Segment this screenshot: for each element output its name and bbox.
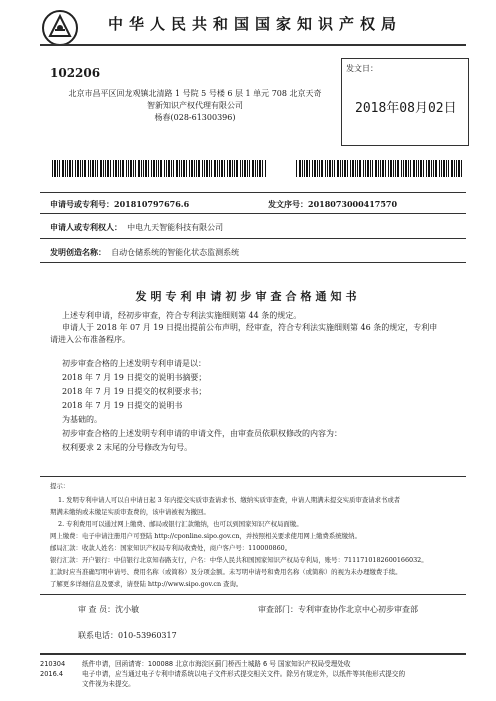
barcode-left	[52, 160, 268, 177]
address-line-3: 杨春(028-61300396)	[154, 113, 236, 122]
department-name: 专利审查协作北京中心初步审查部	[298, 605, 418, 614]
body-paragraph-2a: 申请人于 2018 年 07 月 19 日提出提前公布声明，经审查，符合专利法实施细则第 46 条的规定，专利申	[62, 323, 438, 332]
form-code: 210304	[40, 660, 66, 668]
form-version: 2016.4	[40, 670, 64, 678]
body-paragraph-3: 初步审查合格的上述发明专利申请是以：	[62, 359, 206, 368]
note-2: 2. 专利费用可以通过网上缴费、邮局或银行汇款缴纳，也可以到国家知识产权局面缴。	[58, 520, 303, 528]
document-item-3: 2018 年 7 月 19 日提交的说明书	[62, 401, 183, 410]
note-1b: 期满未缴纳或未缴足实质审查费的，该申请被视为撤回。	[50, 508, 210, 516]
note-4: 邮局汇款：收款人姓名：国家知识产权局专利局收费处，商户客户号：110000860。	[50, 544, 292, 552]
rule-6	[40, 594, 466, 595]
body-paragraph-4: 初步审查合格的上述发明专利申请的申请文件，由审查员依职权修改的内容为：	[62, 429, 342, 438]
postcode: 102206	[50, 66, 101, 80]
invention-title: 自动仓储系统的智能化状态监测系统	[111, 248, 240, 257]
note-3: 网上缴费：电子申请注册用户可登陆 http://cponline.sipo.gov.cn，并按照相关要求使用网上缴费系统缴纳。	[50, 532, 361, 540]
barcode-right	[296, 160, 466, 177]
send-date: 2018年08月02日	[355, 101, 457, 116]
document-number: 2018073000417570	[308, 199, 398, 209]
phone-number: 010-53960317	[118, 631, 177, 640]
rule-3	[40, 238, 466, 239]
note-5: 银行汇款：开户银行：中信银行北京知春路支行，户名：中华人民共和国国家知识产权局专利局，账号：7111710182600166032。	[50, 556, 428, 564]
note-6: 汇款时应当准确写明申请号、费用名称（或简称）及分项金额。未写明申请号和费用名称（或简称）的视为未办理缴费手续。	[50, 568, 402, 576]
document-number-label: 发文序号：	[268, 199, 308, 209]
applicant-row	[50, 222, 223, 233]
examiner-label: 审 查 员：	[78, 605, 116, 614]
body-paragraph-2b: 请进入公布准备程序。	[50, 335, 130, 344]
examiner-row	[78, 604, 139, 617]
phone-label: 联系电话：	[78, 631, 118, 640]
application-number-label: 申请号或专利号：	[50, 199, 114, 209]
phone-row	[78, 630, 177, 643]
send-date-label: 发文日：	[346, 64, 378, 73]
invention-row	[50, 247, 239, 258]
sipo-logo	[38, 8, 82, 48]
invention-label: 发明创造名称：	[50, 247, 106, 257]
address-line-2: 智新知识产权代理有限公司	[147, 101, 243, 110]
footer-line-3: 文件视为未提交。	[82, 680, 135, 688]
document-item-1: 2018 年 7 月 19 日提交的说明书摘要；	[62, 373, 207, 382]
footer-line-1: 纸件申请，回函请寄：100088 北京市海淀区蓟门桥西土城路 6 号 国家知识产权局受理处收	[82, 660, 351, 668]
application-number: 201810797676.6	[114, 199, 190, 209]
address-line-1: 北京市昌平区回龙观镇北清路 1 号院 5 号楼 6 层 1 单元 708 北京天奇	[68, 89, 322, 98]
basis-text: 为基础的。	[62, 415, 102, 424]
footer-rule	[40, 653, 466, 655]
applicant: 中电九天智能科技有限公司	[127, 223, 224, 232]
examiner-name: 沈小敏	[115, 605, 140, 614]
office-title: 中华人民共和国国家知识产权局	[108, 15, 403, 33]
document-title: 发明专利申请初步审查合格通知书	[135, 290, 361, 303]
note-1a: 1. 发明专利申请人可以自申请日起 3 年内提交实质审查请求书、缴纳实质审查费，申请人期满未提交实质审查请求书或者	[58, 496, 401, 504]
rule-4	[40, 262, 466, 263]
rule-2	[40, 213, 466, 214]
body-paragraph-1: 上述专利申请，经初步审查，符合专利法实施细则第 44 条的规定。	[62, 311, 302, 320]
notes-heading: 提示：	[50, 482, 70, 490]
department-label: 审查部门：	[258, 605, 298, 614]
document-item-2: 2018 年 7 月 19 日提交的权利要求书；	[62, 387, 207, 396]
rule-5	[40, 476, 466, 477]
rule-1	[40, 192, 466, 193]
footer-line-2: 电子申请，应当通过电子专利申请系统以电子文件形式提交相关文件。除另有规定外，以纸件等其他形式提交的	[82, 670, 406, 678]
note-7: 了解更多详细信息及要求，请登陆 http://www.sipo.gov.cn 查询。	[50, 580, 243, 588]
body-paragraph-5: 权利要求 2 末尾的分号修改为句号。	[62, 443, 193, 452]
document-number-row	[268, 199, 397, 210]
department-row	[258, 604, 418, 617]
header-rule	[40, 44, 466, 46]
application-number-row	[50, 199, 189, 210]
applicant-label: 申请人或专利权人：	[50, 222, 122, 232]
